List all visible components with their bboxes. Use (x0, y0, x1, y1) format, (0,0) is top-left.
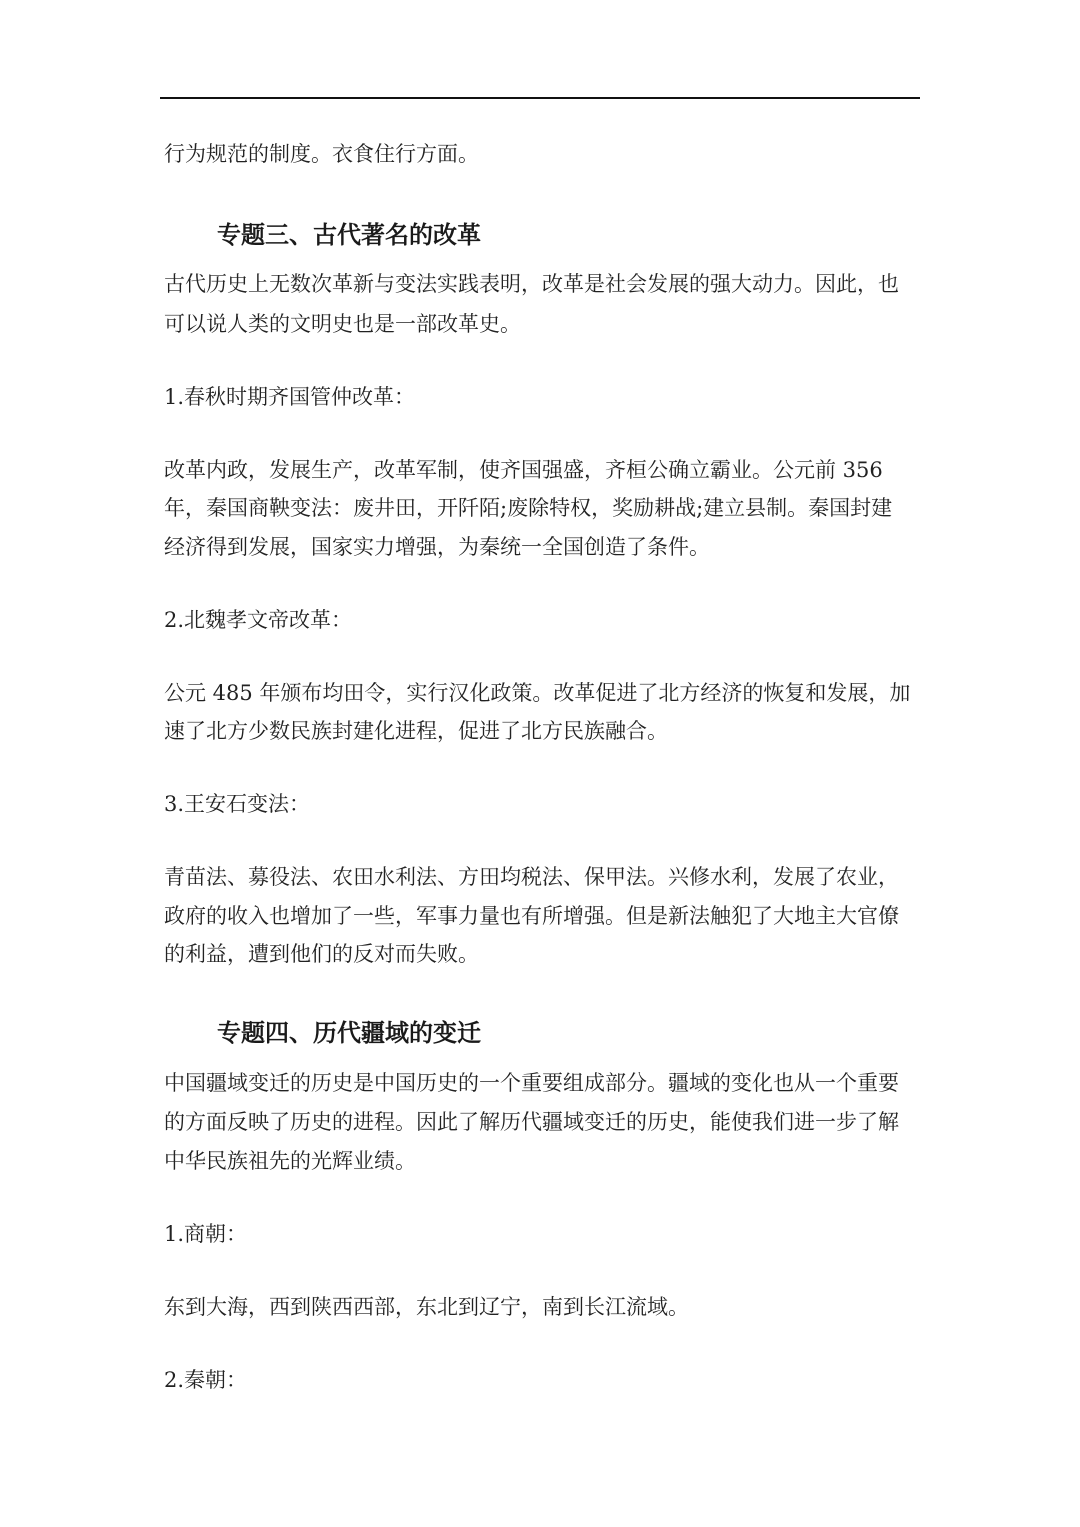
list-item-title: 2.北魏孝文帝改革： (164, 608, 353, 632)
header-rule (160, 97, 920, 99)
paragraph-line: 东到大海，西到陕西西部，东北到辽宁，南到长江流域。 (164, 1295, 689, 1319)
paragraph-line: 古代历史上无数次革新与变法实践表明，改革是社会发展的强大动力。因此，也 (164, 272, 899, 296)
paragraph-line: 行为规范的制度。衣食住行方面。 (164, 142, 479, 166)
paragraph-line: 青苗法、募役法、农田水利法、方田均税法、保甲法。兴修水利，发展了农业， (164, 865, 899, 889)
list-item-title: 1.商朝： (164, 1222, 248, 1246)
list-item-title: 1.春秋时期齐国管仲改革： (164, 385, 416, 409)
paragraph-line: 政府的收入也增加了一些，军事力量也有所增强。但是新法触犯了大地主大官僚 (164, 904, 899, 928)
paragraph-line: 改革内政，发展生产，改革军制，使齐国强盛，齐桓公确立霸业。公元前 356 (164, 458, 883, 482)
paragraph-line: 中国疆域变迁的历史是中国历史的一个重要组成部分。疆域的变化也从一个重要 (164, 1071, 899, 1095)
section-heading: 专题三、古代著名的改革 (217, 221, 481, 249)
list-item-title: 3.王安石变法： (164, 792, 311, 816)
paragraph-line: 公元 485 年颁布均田令，实行汉化政策。改革促进了北方经济的恢复和发展，加 (164, 681, 911, 705)
section-heading: 专题四、历代疆域的变迁 (217, 1019, 481, 1047)
list-item-title: 2.秦朝： (164, 1368, 248, 1392)
paragraph-line: 可以说人类的文明史也是一部改革史。 (164, 312, 521, 336)
paragraph-line: 速了北方少数民族封建化进程，促进了北方民族融合。 (164, 719, 668, 743)
paragraph-line: 的方面反映了历史的进程。因此了解历代疆域变迁的历史，能使我们进一步了解 (164, 1110, 899, 1134)
paragraph-line: 中华民族祖先的光辉业绩。 (164, 1149, 416, 1173)
paragraph-line: 经济得到发展，国家实力增强，为秦统一全国创造了条件。 (164, 535, 710, 559)
paragraph-line: 年，秦国商鞅变法：废井田，开阡陌;废除特权，奖励耕战;建立县制。秦国封建 (164, 496, 893, 520)
paragraph-line: 的利益，遭到他们的反对而失败。 (164, 942, 479, 966)
